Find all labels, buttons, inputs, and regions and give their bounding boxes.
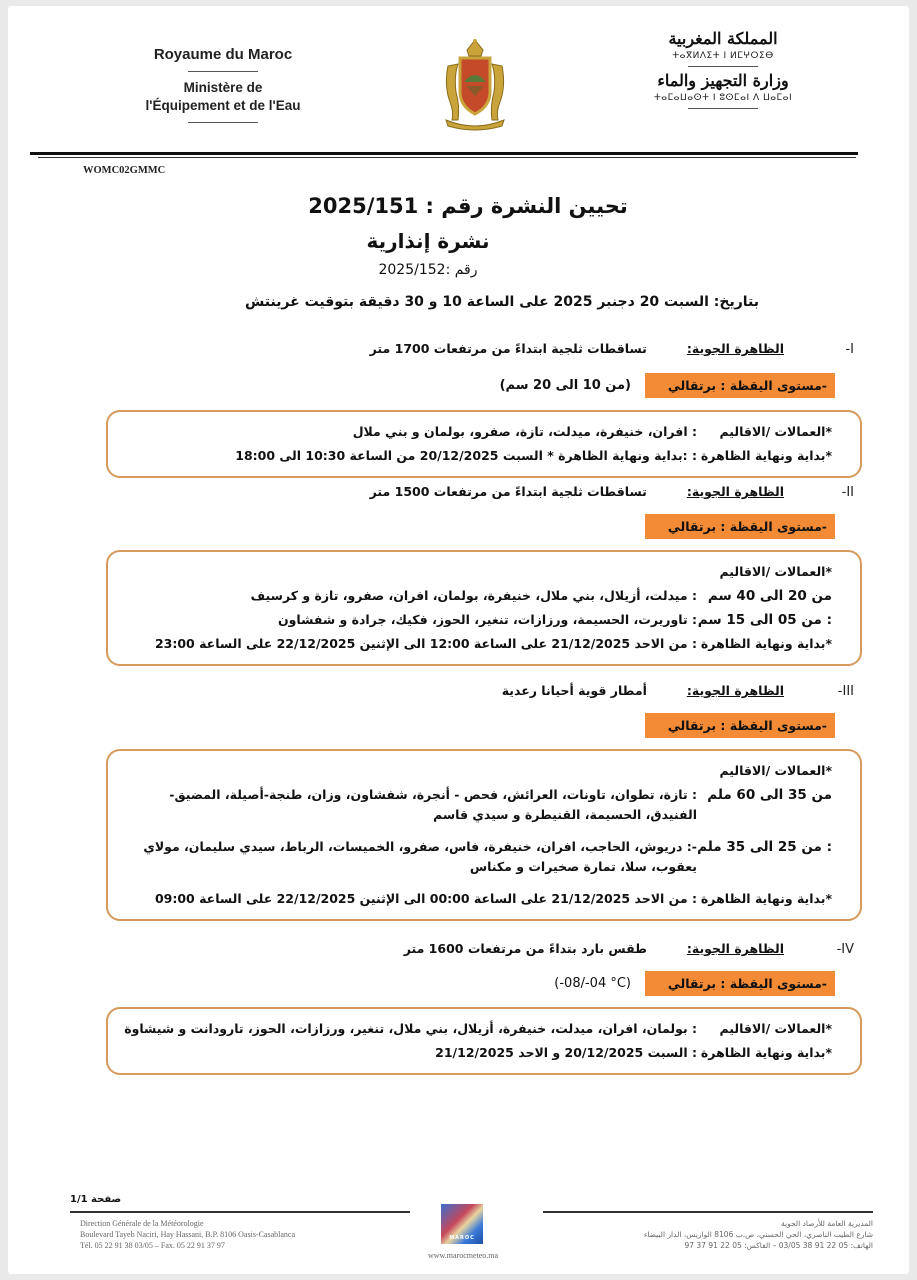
phenomenon-text: أمطار قوية أحيانا رعدية: [501, 683, 647, 698]
provinces-row: [122, 422, 832, 442]
section-numeral: I-: [845, 342, 854, 357]
footer-fr-line3: Tél. 05 22 91 38 03/05 – Fax. 05 22 91 37 97: [80, 1241, 225, 1250]
provinces-label: *العمالات /الاقاليم: [719, 763, 832, 778]
tifinagh-ministry: ⵜⴰⵎⴰⵡⴰⵙⵜ ⵏ ⵓⵙⵎⴰⵏ ⴷ ⵡⴰⵎⴰⵏ: [653, 93, 793, 103]
header-rule-thin: [38, 157, 856, 158]
period-row: [122, 889, 832, 909]
ar-ministry: وزارة التجهيز والماء: [657, 71, 789, 90]
divider: [188, 71, 258, 72]
bulletin-page: [8, 6, 909, 1274]
period-label: *بداية ونهاية الظاهرة: [700, 448, 832, 463]
website-url[interactable]: www.marocmeteo.ma: [427, 1251, 499, 1260]
period-row: [122, 1043, 832, 1063]
period-value: : :بداية ونهاية الظاهرة * السبت 20/12/2025 من الساعة 10:30 الى 18:00: [235, 448, 697, 463]
header-french: [98, 46, 348, 130]
range-label: من 20 الى 40 سم: [707, 588, 832, 604]
period-row: [122, 446, 832, 466]
alert-level-badge: -مستوى اليقظة : برتقالي: [645, 373, 835, 398]
details-box: [106, 749, 862, 921]
royal-coat-of-arms-icon: [440, 36, 510, 132]
provinces-row: [122, 562, 832, 582]
document-code: WOMC02GMMC: [83, 165, 166, 176]
phenomenon-label: الظاهرة الجوية:: [686, 683, 784, 698]
section-header: [68, 940, 854, 959]
range-row: [122, 586, 832, 606]
update-title: تحيين النشرة رقم : 2025/151: [308, 194, 628, 218]
range-label: : من 05 الى 15 سم: [697, 612, 832, 628]
provinces-row: [122, 761, 832, 781]
details-box: [106, 550, 862, 666]
alert-line: [68, 373, 835, 398]
footer-fr-line1: Direction Générale de la Météorologie: [80, 1219, 204, 1228]
provinces-value: : بولمان، افران، ميدلت، خنيفرة، أزيلال، بني ملال، تنغير، ورزازات، الحوز، تارودانت و شيشاوة: [124, 1021, 697, 1036]
alert-level-badge: -مستوى اليقظة : برتقالي: [645, 713, 835, 738]
header-arabic: [598, 28, 848, 112]
footer-rule-right: [543, 1211, 873, 1213]
period-label: *بداية ونهاية الظاهرة: [700, 1045, 832, 1060]
phenomenon-label: الظاهرة الجوية:: [686, 341, 784, 356]
phenomenon-label: الظاهرة الجوية:: [686, 484, 784, 499]
details-box: [106, 1007, 862, 1075]
provinces-label: *العمالات /الاقاليم: [719, 424, 832, 439]
header-rule-thick: [30, 152, 858, 155]
range-areas: : تاوريرت، الحسيمة، ورزازات، تنغير، الحوز، فكيك، جرادة و شفشاون: [277, 612, 697, 627]
period-value: : السبت 20/12/2025 و الاحد 21/12/2025: [435, 1045, 697, 1060]
bulletin-number: رقم :2025/152: [378, 262, 478, 278]
period-label: *بداية ونهاية الظاهرة: [700, 891, 832, 906]
alert-line: [68, 971, 835, 996]
fr-country: Royaume du Maroc: [153, 46, 293, 63]
period-row: [122, 634, 832, 654]
page-number: صفحة 1/1: [70, 1194, 122, 1205]
range-row: [122, 837, 832, 877]
phenomenon-text: تساقطات ثلجية ابتداءً من مرتفعات 1700 متر: [369, 341, 647, 356]
section-header: [68, 340, 854, 359]
period-value: : من الاحد 21/12/2025 على الساعة 00:00 الى الإثنين 22/12/2025 على الساعة 09:00: [154, 891, 697, 906]
fr-ministry-line2: l'Équipement et de l'Eau: [145, 98, 301, 113]
divider: [188, 122, 258, 123]
alert-level-badge: -مستوى اليقظة : برتقالي: [645, 514, 835, 539]
fr-ministry-line1: Ministère de: [183, 80, 263, 95]
phenomenon-label: الظاهرة الجوية:: [686, 941, 784, 956]
bulletin-type: نشرة إنذارية: [366, 229, 490, 253]
divider: [688, 66, 758, 67]
provinces-row: [122, 1019, 832, 1039]
footer-ar-line1: المديرية العامة للأرصاد الجوية: [780, 1219, 873, 1228]
range-areas: -: دريوش، الحاجب، افران، خنيفرة، فاس، صفرو، الخميسات، الرباط، سيدي سليمان، مولاي يعقوب، سلا، تمارة صخيرات و مكناس: [143, 839, 697, 874]
range-label: : من 25 الى 35 ملم: [697, 839, 832, 855]
section-numeral: III-: [837, 684, 854, 699]
footer-address-french: [80, 1218, 420, 1251]
phenomenon-text: تساقطات ثلجية ابتداءً من مرتفعات 1500 متر: [369, 484, 647, 499]
provinces-label: *العمالات /الاقاليم: [719, 564, 832, 579]
period-value: : من الاحد 21/12/2025 على الساعة 12:00 الى الإثنين 22/12/2025 على الساعة 23:00: [154, 636, 697, 651]
footer-ar-line3: الهاتف: 05 22 91 38 03/05 – الفاكس: 05 22 91 37 97: [684, 1241, 873, 1250]
alert-level-badge: -مستوى اليقظة : برتقالي: [645, 971, 835, 996]
meteo-maroc-logo-icon: [441, 1204, 483, 1244]
date-line: بتاريخ: السبت 20 دجنبر 2025 على الساعة 10 و 30 دقيقة بتوقيت غرينتش: [244, 294, 759, 310]
footer-ar-line2: شارع الطيب الناصري، الحي الحسني، ص.ب 8106 الوازيس، الدار البيضاء: [643, 1230, 873, 1239]
range-label: من 35 الى 60 ملم: [707, 787, 832, 803]
section-numeral: II-: [841, 485, 854, 500]
section-header: [68, 682, 854, 701]
tifinagh-country: ⵜⴰⴳⵍⴷⵉⵜ ⵏ ⵍⵎⵖⵔⵉⴱ: [672, 51, 774, 61]
alert-note: (من 10 الى 20 سم): [499, 377, 631, 393]
alert-line: [68, 713, 835, 738]
range-row: [122, 785, 832, 825]
alert-line: [68, 514, 835, 539]
ar-country: المملكة المغربية: [668, 29, 778, 48]
provinces-value: : افران، خنيفرة، ميدلت، تازة، صفرو، بولمان و بني ملال: [352, 424, 697, 439]
footer-address-arabic: [548, 1218, 873, 1251]
range-row: [122, 610, 832, 630]
section-header: [68, 483, 854, 502]
range-areas: : ميدلت، أزيلال، بني ملال، خنيفرة، بولمان، افران، صفرو، تازة و كرسيف: [250, 588, 697, 603]
divider: [688, 108, 758, 109]
alert-note: (-08/-04 °C): [554, 975, 631, 991]
provinces-label: *العمالات /الاقاليم: [719, 1021, 832, 1036]
logo-text: MAROC: [449, 1235, 475, 1241]
footer-rule-left: [70, 1211, 410, 1213]
details-box: [106, 410, 862, 478]
period-label: *بداية ونهاية الظاهرة: [700, 636, 832, 651]
footer-fr-line2: Boulevard Tayeb Naciri, Hay Hassani, B.P. 8106 Oasis-Casablanca: [80, 1230, 296, 1239]
section-numeral: IV-: [836, 942, 854, 957]
range-areas: : تازة، تطوان، تاونات، العرائش، فحص - أنجرة، شفشاون، وزان، طنجة-أصيلة، المضيق-الفنيدق، الحسيمة، القنيطرة و سيدي قاسم: [169, 787, 697, 822]
phenomenon-text: طقس بارد بتداءً من مرتفعات 1600 متر: [403, 941, 647, 956]
